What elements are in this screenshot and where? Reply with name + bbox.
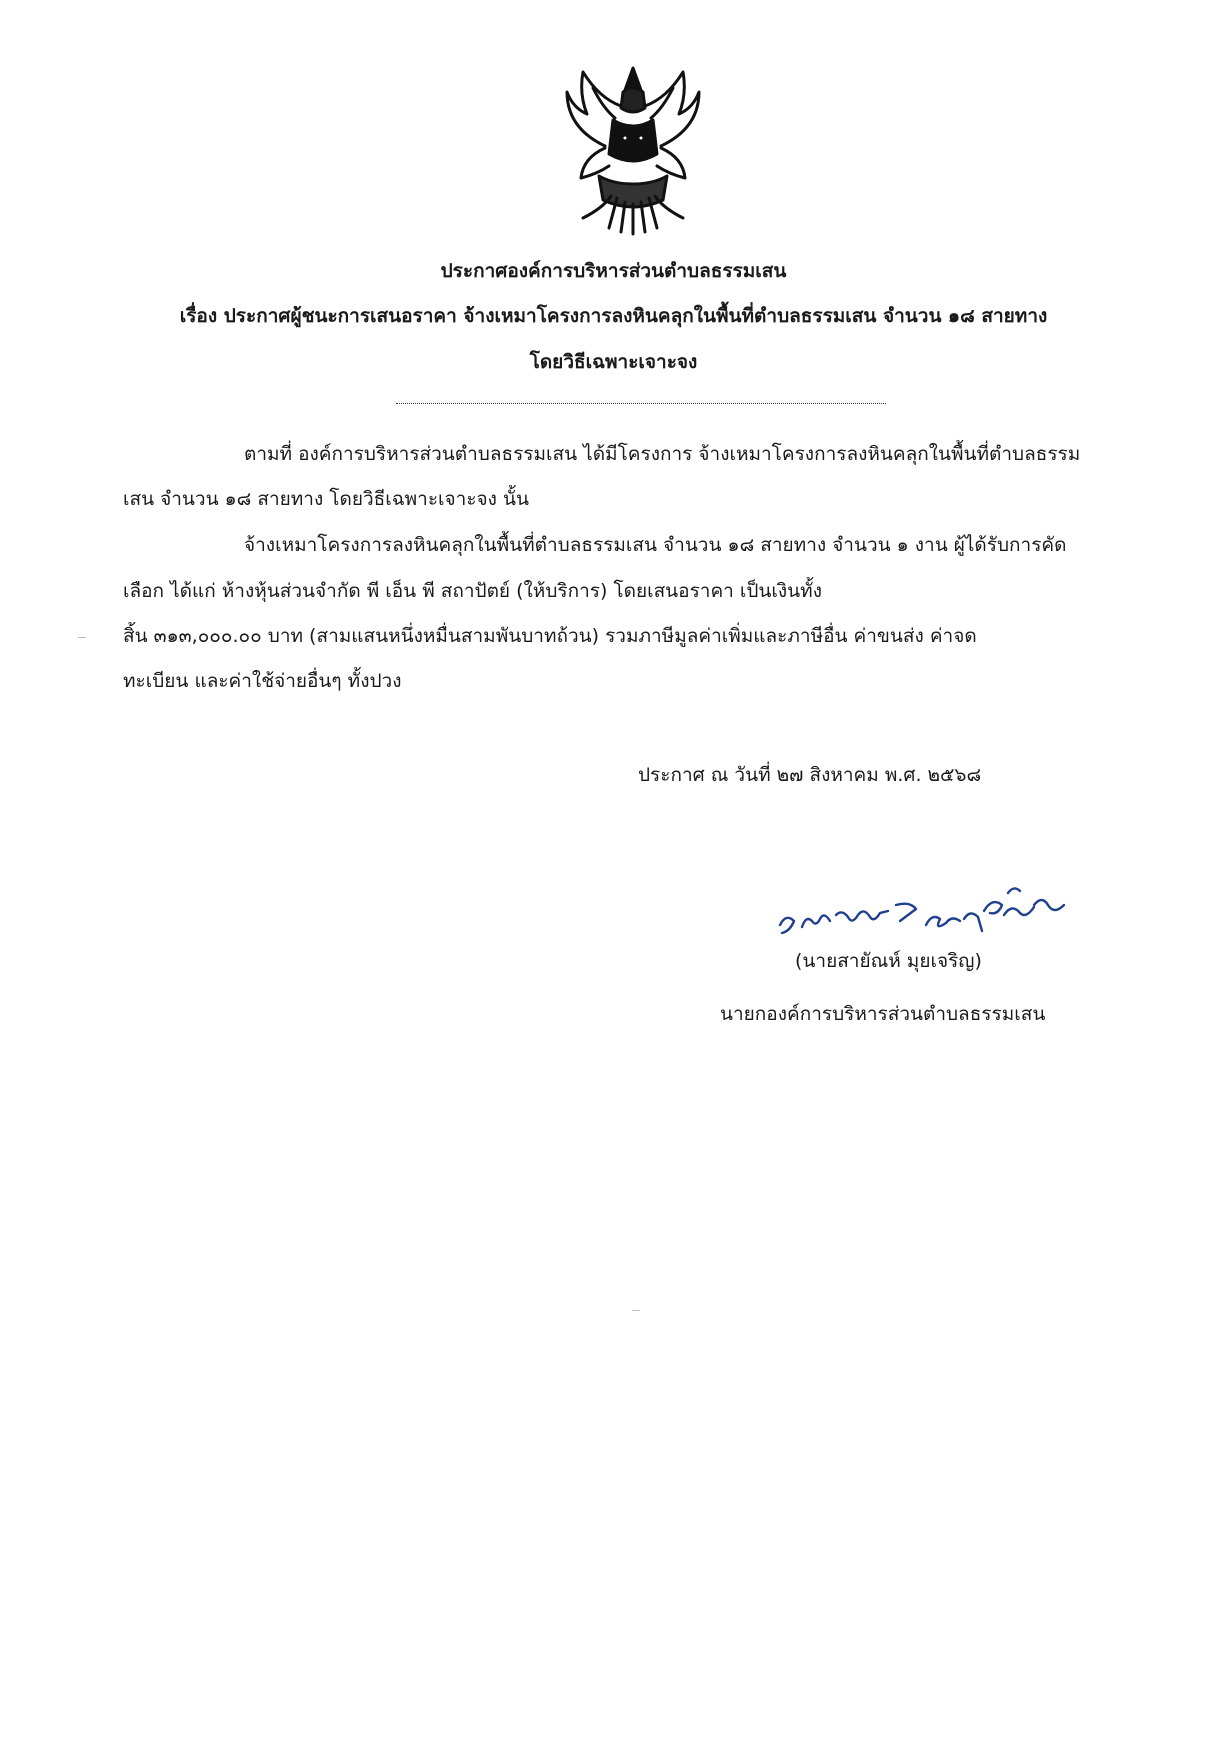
announcement-subject: เรื่อง ประกาศผู้ชนะการเสนอราคา จ้างเหมาโครงการลงหินคลุกในพื้นที่ตำบลธรรมเสน จำนวน ๑๘ สายทาง bbox=[179, 305, 1048, 327]
signer-title: นายกองค์การบริหารส่วนตำบลธรรมเสน bbox=[720, 1003, 1046, 1025]
body-paragraph-2-line-1: จ้างเหมาโครงการลงหินคลุกในพื้นที่ตำบลธรรมเสน จำนวน ๑๘ สายทาง จำนวน ๑ งาน ผู้ได้รับการคัด bbox=[244, 534, 1067, 556]
signer-name: (นายสายัณห์ มุยเจริญ) bbox=[795, 950, 982, 972]
body-paragraph-2-line-2: เลือก ได้แก่ ห้างหุ้นส่วนจำกัด พี เอ็น พี สถาปัตย์ (ให้บริการ) โดยเสนอราคา เป็นเงินทั้ง bbox=[123, 580, 822, 602]
scan-speck bbox=[632, 1310, 640, 1311]
announcement-subject-method: โดยวิธีเฉพาะเจาะจง bbox=[529, 351, 698, 373]
body-paragraph-2-line-4: ทะเบียน และค่าใช้จ่ายอื่นๆ ทั้งปวง bbox=[123, 670, 402, 692]
body-paragraph-1-line-2: เสน จำนวน ๑๘ สายทาง โดยวิธีเฉพาะเจาะจง นั้น bbox=[123, 488, 529, 510]
announcement-date: ประกาศ ณ วันที่ ๒๗ สิงหาคม พ.ศ. ๒๕๖๘ bbox=[638, 764, 982, 786]
body-paragraph-2-line-3: สิ้น ๓๑๓,๐๐๐.๐๐ บาท (สามแสนหนึ่งหมื่นสามพันบาทถ้วน) รวมภาษีมูลค่าเพิ่มและภาษีอื่น ค่าขนส่ง ค่าจด bbox=[123, 625, 977, 647]
scan-speck bbox=[78, 637, 86, 638]
handwritten-signature-icon bbox=[776, 875, 1076, 945]
announcement-authority: ประกาศองค์การบริหารส่วนตำบลธรรมเสน bbox=[440, 260, 787, 282]
header-divider bbox=[396, 403, 886, 404]
body-paragraph-1-line-1: ตามที่ องค์การบริหารส่วนตำบลธรรมเสน ได้มีโครงการ จ้างเหมาโครงการลงหินคลุกในพื้นที่ตำบลธรรม bbox=[244, 443, 1081, 465]
garuda-emblem-icon bbox=[553, 58, 713, 243]
